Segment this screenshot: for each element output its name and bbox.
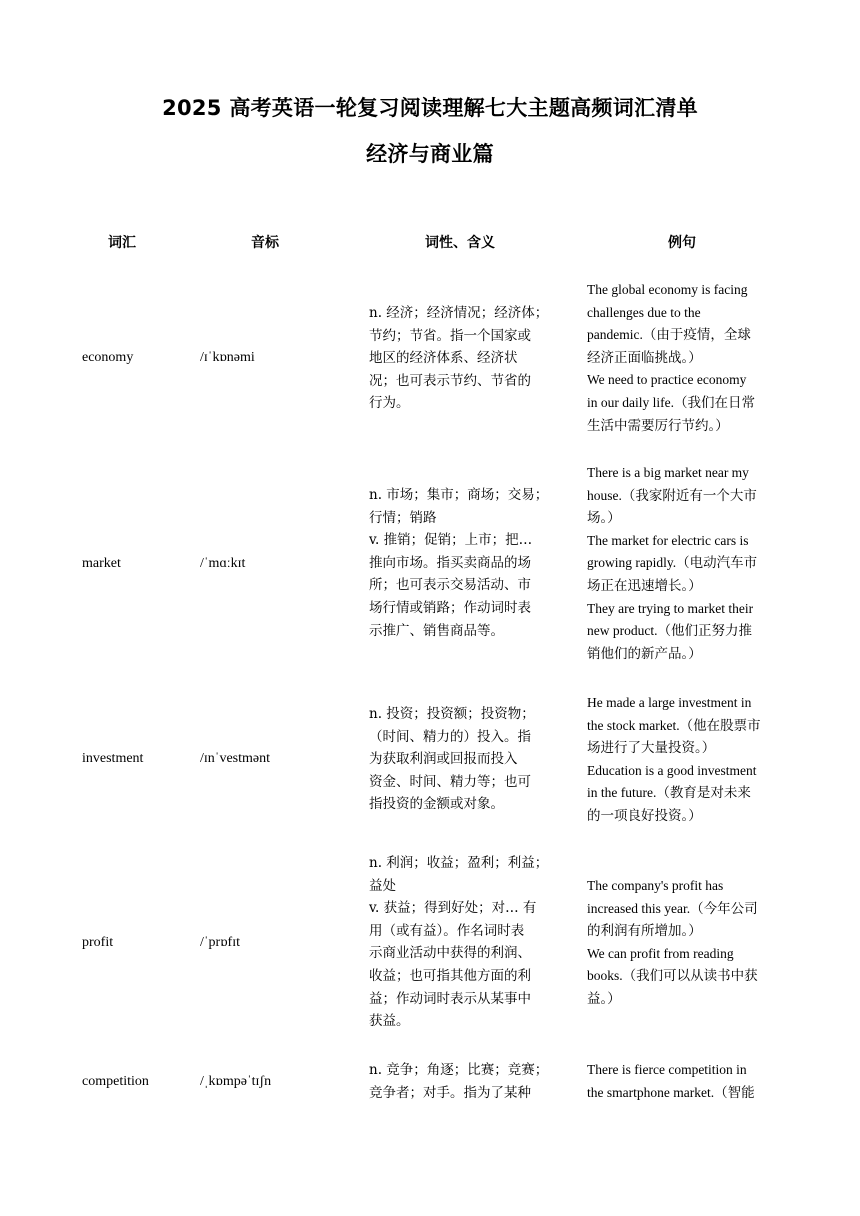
meaning-line: 行情；销路: [369, 509, 437, 526]
example-line: growing rapidly.（电动汽车市: [587, 555, 758, 571]
meaning-line: 场行情或销路；作动词时表: [369, 599, 531, 616]
row-phonetic: /ˈmɑːkɪt: [200, 556, 246, 571]
meaning-line: 况；也可表示节约、节省的: [369, 372, 531, 389]
row-meaning: [369, 484, 549, 642]
row-phonetic: /ɪˈkɒnəmi: [200, 350, 255, 365]
header-phonetic: 音标: [251, 235, 279, 251]
row-phonetic: /ˈprɒfɪt: [200, 935, 240, 950]
row-word: economy: [82, 350, 134, 365]
example-line: 的一项良好投资。）: [587, 807, 702, 823]
example-line: 经济正面临挑战。）: [587, 349, 702, 365]
meaning-line: v. 获益；得到好处；对… 有: [369, 900, 537, 917]
meaning-line: 用（或有益）。作名词时表: [369, 922, 525, 939]
example-line: Education is a good investment: [587, 762, 757, 778]
example-line: challenges due to the: [587, 304, 701, 320]
example-line: They are trying to market their: [587, 600, 754, 616]
meaning-line: 节约；节省。指一个国家或: [369, 327, 531, 344]
row-example: [587, 462, 781, 665]
example-line: The company's profit has: [587, 878, 724, 893]
meaning-line: n. 利润；收益；盈利；利益；: [369, 855, 549, 871]
example-line: 场进行了大量投资。）: [587, 740, 716, 756]
example-line: We need to practice economy: [587, 372, 747, 388]
example-line: house.（我家附近有一个大市: [587, 487, 757, 503]
example-line: The market for electric cars is: [587, 532, 749, 548]
row-phonetic: /ˌkɒmpəˈtɪʃn: [200, 1074, 272, 1089]
page-title: 2025 高考英语一轮复习阅读理解七大主题高频词汇清单: [162, 96, 698, 120]
meaning-line: 收益；也可指其他方面的利: [369, 967, 531, 984]
meaning-line: 地区的经济体系、经济状: [369, 350, 518, 367]
meaning-line: （时间、精力的）投入。指: [369, 728, 531, 745]
header-example: 例句: [668, 235, 696, 251]
row-word: competition: [82, 1074, 149, 1089]
meaning-line: n. 经济；经济情况；经济体；: [369, 305, 549, 321]
row-word: profit: [82, 935, 114, 950]
row-example: [587, 875, 781, 1011]
meaning-line: 推向市场。指买卖商品的场: [369, 554, 531, 571]
example-line: 生活中需要厉行节约。）: [587, 417, 729, 433]
meaning-line: 为获取利润或回报而投入: [369, 751, 518, 768]
row-example: [587, 1059, 781, 1104]
example-line: the stock market.（他在股票市: [587, 717, 761, 733]
meaning-line: 竞争者；对手。指为了某种: [369, 1084, 531, 1101]
meaning-line: n. 竞争；角逐；比赛；竞赛；: [369, 1062, 549, 1078]
example-line: new product.（他们正努力推: [587, 623, 752, 639]
example-line: the smartphone market.（智能: [587, 1084, 755, 1100]
example-line: We can profit from reading: [587, 945, 734, 961]
row-meaning: [369, 703, 549, 816]
example-line: 场正在迅速增长。）: [587, 577, 702, 593]
example-line: increased this year.（今年公司: [587, 900, 758, 916]
meaning-line: 示商业活动中获得的利润、: [369, 945, 531, 962]
example-line: 场。）: [587, 510, 621, 526]
example-line: pandemic.（由于疫情，全球: [587, 327, 751, 343]
row-phonetic: /ɪnˈvestmənt: [200, 751, 270, 766]
example-line: in our daily life.（我们在日常: [587, 394, 755, 410]
row-example: [587, 279, 781, 437]
row-meaning: [369, 852, 549, 1033]
example-line: He made a large investment in: [587, 695, 752, 710]
page-subtitle: 经济与商业篇: [366, 142, 494, 166]
meaning-line: 益处: [369, 877, 396, 894]
example-line: books.（我们可以从读书中获: [587, 968, 758, 984]
meaning-line: 行为。: [369, 395, 410, 412]
example-line: The global economy is facing: [587, 282, 748, 297]
meaning-line: 指投资的金额或对象。: [369, 796, 504, 813]
example-line: 的利润有所增加。）: [587, 923, 702, 939]
header-meaning: 词性、含义: [425, 235, 495, 251]
row-word: investment: [82, 751, 144, 766]
meaning-line: 资金、时间、精力等；也可: [369, 773, 531, 790]
row-word: market: [82, 556, 121, 571]
example-line: 益。）: [587, 990, 621, 1006]
row-meaning: [369, 1059, 549, 1104]
header-word: 词汇: [108, 235, 136, 251]
example-line: There is fierce competition in: [587, 1062, 747, 1077]
row-example: [587, 692, 781, 828]
example-line: in the future.（教育是对未来: [587, 785, 751, 801]
meaning-line: v. 推销；促销；上市；把…: [369, 532, 533, 549]
meaning-line: n. 投资；投资额；投资物；: [369, 706, 535, 722]
example-line: There is a big market near my: [587, 465, 749, 480]
meaning-line: 获益。: [369, 1013, 410, 1030]
meaning-line: 益；作动词时表示从某事中: [369, 990, 531, 1007]
example-line: 销他们的新产品。）: [587, 645, 702, 661]
row-meaning: [369, 302, 549, 415]
meaning-line: n. 市场；集市；商场；交易；: [369, 487, 549, 503]
meaning-line: 示推广、销售商品等。: [369, 622, 504, 639]
meaning-line: 所；也可表示交易活动、市: [369, 577, 531, 594]
